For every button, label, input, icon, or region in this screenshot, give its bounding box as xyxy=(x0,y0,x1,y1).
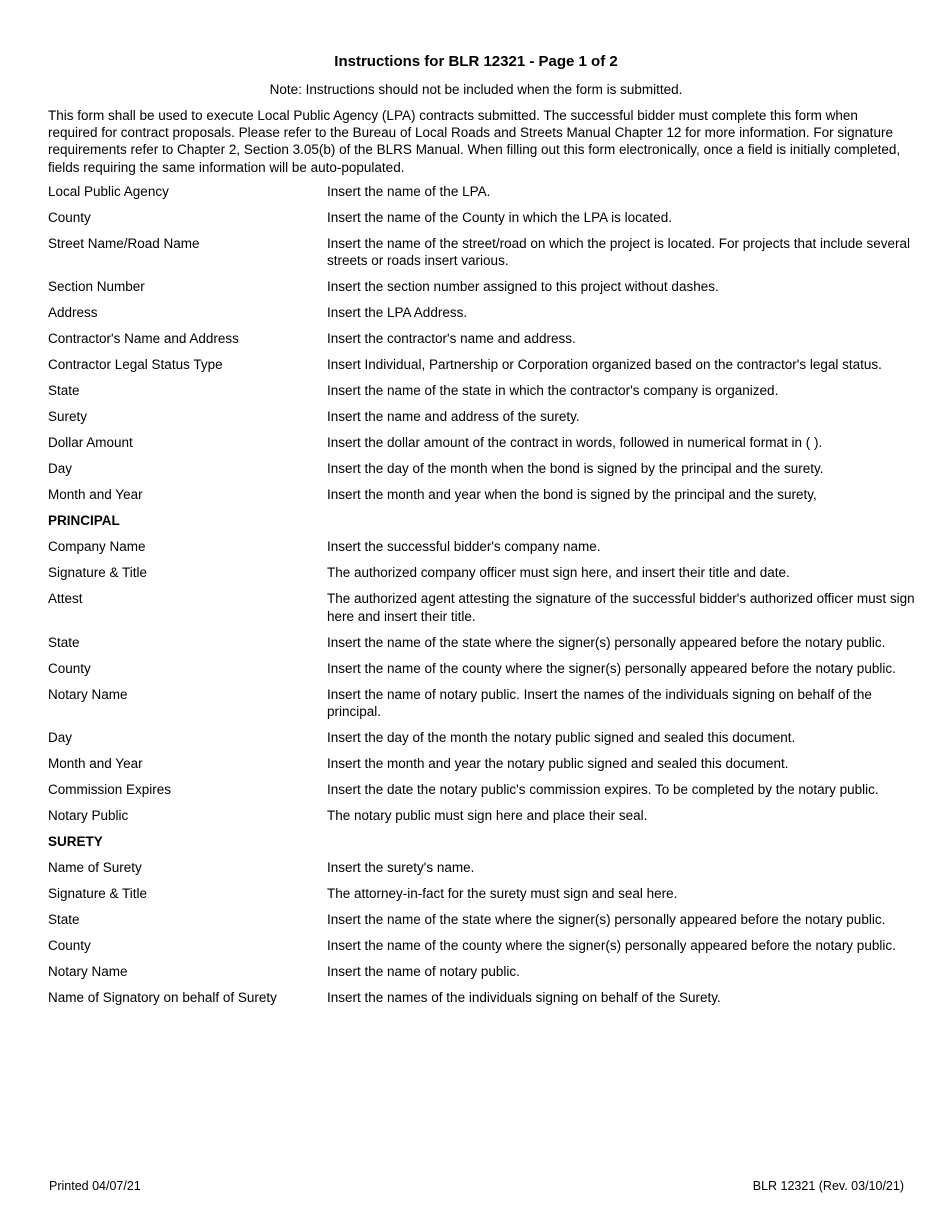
field-instruction: Insert the name of the LPA. xyxy=(327,184,491,199)
field-label: Day xyxy=(48,729,73,745)
field-instruction: Insert the name of the state where the signer(s) personally appeared before the notary public. xyxy=(327,634,886,650)
field-instruction: Insert the name and address of the surety. xyxy=(327,409,580,425)
field-instruction: Insert the name of notary public. Insert the names of the individuals signing on behalf of the principal. xyxy=(327,686,872,719)
instruction-row xyxy=(48,460,918,477)
field-label: Notary Public xyxy=(48,807,129,823)
field-label: Contractor's Name and Address xyxy=(48,331,239,347)
instruction-row xyxy=(48,755,918,772)
instruction-row xyxy=(48,235,918,269)
instruction-row xyxy=(48,781,918,798)
instruction-row xyxy=(48,408,918,425)
field-instruction: The attorney-in-fact for the surety must sign and seal here. xyxy=(327,886,678,902)
field-label: Street Name/Road Name xyxy=(48,236,200,251)
field-label: Surety xyxy=(48,409,88,425)
field-label: County xyxy=(48,660,91,676)
instruction-row xyxy=(48,564,918,581)
field-label: Contractor Legal Status Type xyxy=(48,357,223,373)
field-instruction: Insert the dollar amount of the contract in words, followed in numerical format in ( ). xyxy=(327,435,823,451)
field-instruction: The authorized agent attesting the signature of the successful bidder's authorized officer must sign here and insert their title. xyxy=(327,591,915,624)
field-instruction: The authorized company officer must sign here, and insert their title and date. xyxy=(327,565,790,581)
field-label: Notary Name xyxy=(48,964,128,980)
field-label: County xyxy=(48,938,91,954)
field-label: Name of Surety xyxy=(48,860,142,876)
instruction-row xyxy=(48,885,918,902)
field-label: Section Number xyxy=(48,279,145,295)
instruction-row xyxy=(48,278,918,295)
instruction-row xyxy=(48,859,918,876)
field-label: State xyxy=(48,383,80,399)
field-instruction: Insert the day of the month the notary public signed and sealed this document. xyxy=(327,729,796,745)
field-label: Signature & Title xyxy=(48,565,148,581)
instruction-row xyxy=(48,209,918,226)
field-instruction: Insert the name of the County in which the LPA is located. xyxy=(327,210,672,225)
instruction-row xyxy=(48,729,918,746)
instruction-row xyxy=(48,304,918,321)
field-label: State xyxy=(48,634,80,650)
surety-heading: SURETY xyxy=(48,833,103,849)
field-instruction: Insert Individual, Partnership or Corporation organized based on the contractor's legal status. xyxy=(327,357,882,373)
instruction-row xyxy=(48,989,918,1006)
field-instruction: The notary public must sign here and place their seal. xyxy=(327,807,648,823)
field-instruction: Insert the name of the street/road on which the project is located. For projects that include several streets or roads insert various. xyxy=(327,236,911,269)
field-label: Company Name xyxy=(48,539,146,555)
instruction-row xyxy=(48,634,918,651)
instruction-row xyxy=(48,486,918,503)
instruction-list xyxy=(48,183,918,1015)
instruction-row xyxy=(48,807,918,824)
field-instruction: Insert the names of the individuals signing on behalf of the Surety. xyxy=(327,990,721,1006)
field-instruction: Insert the name of the state in which the contractor's company is organized. xyxy=(327,383,779,399)
field-label: Notary Name xyxy=(48,686,128,702)
field-label: Dollar Amount xyxy=(48,435,133,451)
instruction-row xyxy=(48,356,918,373)
field-instruction: Insert the successful bidder's company name. xyxy=(327,539,601,555)
field-instruction: Insert the name of the county where the signer(s) personally appeared before the notary public. xyxy=(327,660,896,676)
field-label: Address xyxy=(48,305,98,321)
submission-note: Note: Instructions should not be included when the form is submitted. xyxy=(269,82,683,97)
surety-section xyxy=(48,859,918,1006)
instruction-row xyxy=(48,590,918,624)
instruction-row xyxy=(48,963,918,980)
field-label: Day xyxy=(48,461,73,477)
instruction-row xyxy=(48,330,918,347)
field-instruction: Insert the date the notary public's commission expires. To be completed by the notary public. xyxy=(327,781,879,797)
printed-date: Printed 04/07/21 xyxy=(49,1179,141,1193)
instruction-row xyxy=(48,434,918,451)
instruction-row xyxy=(48,538,918,555)
page-title: Instructions for BLR 12321 - Page 1 of 2 xyxy=(334,53,618,70)
field-instruction: Insert the surety's name. xyxy=(327,860,475,876)
field-label: County xyxy=(48,210,91,225)
field-instruction: Insert the name of the state where the signer(s) personally appeared before the notary public. xyxy=(327,912,886,928)
instruction-row xyxy=(48,382,918,399)
field-instruction: Insert the section number assigned to this project without dashes. xyxy=(327,279,719,295)
field-instruction: Insert the contractor's name and address. xyxy=(327,331,576,347)
principal-section xyxy=(48,538,918,824)
general-section xyxy=(48,183,918,503)
field-label: Name of Signatory on behalf of Surety xyxy=(48,990,277,1006)
field-label: Month and Year xyxy=(48,755,143,771)
field-label: Attest xyxy=(48,591,83,607)
field-label: Signature & Title xyxy=(48,886,148,902)
field-label: State xyxy=(48,912,80,928)
field-instruction: Insert the month and year the notary public signed and sealed this document. xyxy=(327,755,789,771)
field-instruction: Insert the LPA Address. xyxy=(327,305,468,321)
intro-paragraph: This form shall be used to execute Local Public Agency (LPA) contracts submitted. The successful bidder must complete this form when required for contract proposals. Please refer to the Bureau of Local Roads and Streets Manual Chapter 12 for more information. For signature requirements refer to Chapter 2, Section 3.05(b) of the BLRS Manual. When filling out this form electronically, once a field is initially completed, fields requiring the same information will be auto-populated. xyxy=(48,108,901,175)
field-label: Month and Year xyxy=(48,487,143,503)
field-instruction: Insert the name of notary public. xyxy=(327,964,520,980)
instruction-row xyxy=(48,183,918,200)
instruction-row xyxy=(48,911,918,928)
field-label: Commission Expires xyxy=(48,781,172,797)
field-label: Local Public Agency xyxy=(48,184,169,199)
field-instruction: Insert the day of the month when the bond is signed by the principal and the surety. xyxy=(327,461,824,477)
field-instruction: Insert the name of the county where the signer(s) personally appeared before the notary public. xyxy=(327,938,896,954)
instruction-row xyxy=(48,660,918,677)
principal-heading: PRINCIPAL xyxy=(48,513,120,529)
instruction-row xyxy=(48,937,918,954)
field-instruction: Insert the month and year when the bond is signed by the principal and the surety, xyxy=(327,487,817,503)
form-revision: BLR 12321 (Rev. 03/10/21) xyxy=(752,1179,904,1193)
instruction-row xyxy=(48,686,918,720)
